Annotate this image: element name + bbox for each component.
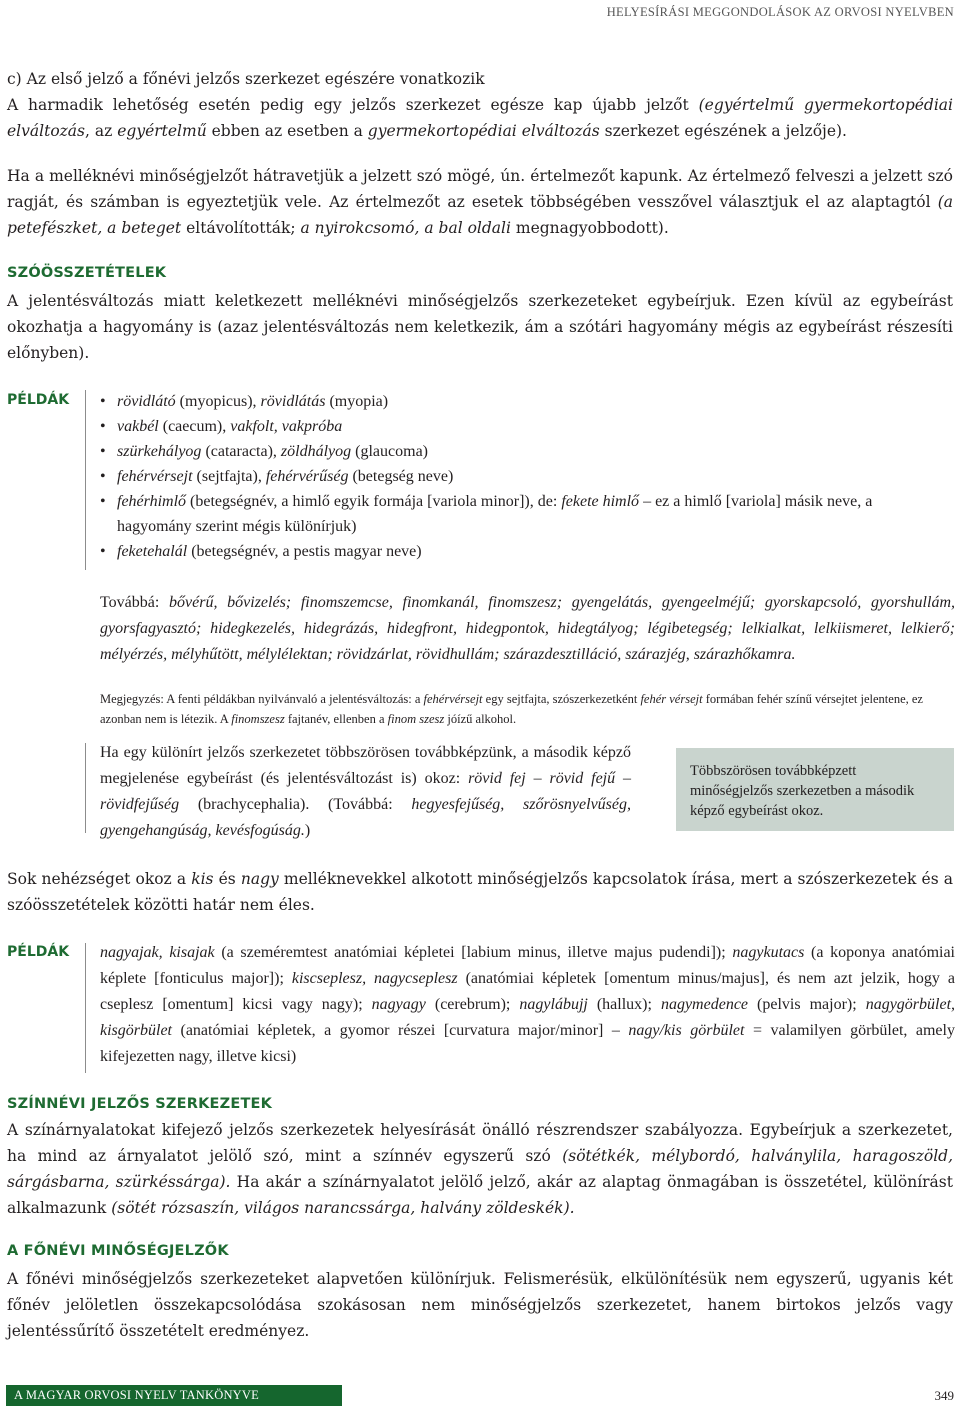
page-number: 349 <box>934 1388 954 1403</box>
running-head: HELYESÍRÁSI MEGGONDOLÁSOK AZ ORVOSI NYELVBEN <box>606 5 954 19</box>
further-examples: Továbbá: bővérű, bővizelés; finomszemcse, finomkanál, finomszesz; gyengelátás, gyengeelméjű; gyorskapcsoló, gyorshullám, gyorsfagyasztó; hidegkezelés, hidegrázás, hidegfront, hidegpontok, hidegtályog; légibetegség; lelkialkat, lelkiismeret, lelkierő; mélyérzés, mélyhűtött, mélylélektan; rövidzárlat, rövidhullám; szárazdesztilláció, szárazjég, szárazhőkamra. <box>100 594 955 663</box>
example-item: • szürkehályog (cataracta), zöldhályog (glaucoma) <box>100 439 940 464</box>
note-paragraph: Megjegyzés: A fenti példákban nyilvánvaló a jelentésváltozás: a fehérvérsejt egy sejtfajta, szószerkezetként fehér vérsejt formában fehér színű vérsejtet jelentene, ez azonban nem is létezik. A finomszesz fajtanév, ellenben a finom szesz jóízű alkohol. <box>100 692 923 726</box>
examples-paragraph-2: nagyajak, kisajak (a szeméremtest anatómiai képletei [labium minus, illetve majus pudendi]); nagykutacs (a koponya anatómiai képlete [fonticulus major]); kiscseplesz, nagycseplesz (anatómiai képletek [omentum minus/majus], és nem azt jelzik, hogy a cseplesz [omentum] kicsi vagy nagy); nagyagy (cerebrum); nagylábujj (hallux); nagymedence (pelvis major); nagygörbület, kisgörbület (anatómiai képletek, a gyomor részei [curvatura major/minor] – nagy/kis görbület = valamilyen görbület, amely kifejezetten nagy, illetve kicsi) <box>100 944 956 1065</box>
example-item: • vakbél (caecum), vakfolt, vakpróba <box>100 414 940 439</box>
intro-paragraph-1: A harmadik lehetőség esetén pedig egy jelzős szerkezet egésze kap újabb jelzőt (egyértelmű gyermekortopédiai elváltozás, az egyértelmű ebben az esetben a gyermekortopédiai elváltozás szerkezet egészének a jelzője). <box>7 96 953 140</box>
example-item: • rövidlátó (myopicus), rövidlátás (myopia) <box>100 389 940 414</box>
intro-paragraph-2: Ha a melléknévi minőségjelzőt hátravetjük a jelzett szó mögé, ún. értelmezőt kapunk. Az értelmező felveszi a jelzett szó ragját, és számban is egyeztetjük vele. Az értelmezőt az esetek többségében vesszővel választjuk el az alaptagtól (a petefészket, a beteget eltávolították; a nyirokcsomó, a bal oldali megnagyobbodott). <box>7 167 953 237</box>
example-item: • feketehalál (betegségnév, a pestis magyar neve) <box>100 539 940 564</box>
multi-divider <box>85 743 86 833</box>
example-item: • fehérvérsejt (sejtfajta), fehérvérűség (betegség neve) <box>100 464 940 489</box>
color-names-paragraph: A színárnyalatokat kifejező jelzős szerkezetek helyesírását önálló részrendszer szabályozza. Egybeírjuk a szerkezetet, ha mind az árnyalatot jelölő szó, mint a színnév egyszerű szó (sötétkék, mélybordó, halványlila, haragoszöld, sárgásbarna, szürkéssárga). Ha akár a színárnyalatot jelölő jelző, akár az alaptag önmagában is összetétel, különírást alkalmazunk (sötét rózsaszín, világos narancssárga, halvány zöldeskék). <box>7 1121 953 1217</box>
examples-label-2: PÉLDÁK <box>7 944 70 960</box>
examples-divider-2 <box>85 943 86 1073</box>
example-item: • fehérhimlő (betegségnév, a himlő egyik formája [variola minor]), de: fekete himlő – ez a himlő [variola] másik neve, a hagyomány szerint mégis különírjuk) <box>100 489 940 539</box>
sidebar-note-box: Többszörösen továbbképzett minőségjelzős szerkezetben a második képző egybeírást okoz. <box>676 748 954 831</box>
examples-divider-1 <box>85 390 86 570</box>
heading-noun-qualifiers: A FŐNÉVI MINŐSÉGJELZŐK <box>7 1243 229 1259</box>
intro-line-c: c) Az első jelző a főnévi jelzős szerkezet egészére vonatkozik <box>7 70 485 88</box>
heading-compounds: SZÓÖSSZETÉTELEK <box>7 265 167 281</box>
kis-nagy-paragraph: Sok nehézséget okoz a kis és nagy melléknevekkel alkotott minőségjelzős kapcsolatok írása, mert a szószerkezetek és a szóösszetételek közötti határ nem éles. <box>7 870 953 914</box>
multi-derivation-paragraph: Ha egy különírt jelzős szerkezetet többszörösen továbbképzünk, a második képző megjelenése egybeírást (és jelentésváltozást is) okoz: rövid fej – rövid fejű – rövidfejűség (brachycephalia). (Továbbá: hegyesfejűség, szőrösnyelvűség, gyengehangúság, kevésfogúság.) <box>100 744 632 839</box>
compounds-paragraph: A jelentésváltozás miatt keletkezett melléknévi minőségjelzős szerkezeteket egybeírjuk. Ezen kívül az egybeírást okozhatja a hagyomány is (azaz jelentésváltozás nem keletkezik, ám a szótári hagyomány mégis az egybeírást részesíti előnyben). <box>7 292 953 362</box>
noun-qualifiers-paragraph: A főnévi minőségjelzős szerkezeteket alapvetően különírjuk. Felismerésük, elkülönítésük nem egyszerű, ugyanis két főnév jelöletlen összekapcsolódása szokásosan nem minőségjelzős szerkezetet, hanem birtokos jelzős vagy jelentéssűrítő összetételt eredményez. <box>7 1270 953 1340</box>
examples-label-1: PÉLDÁK <box>7 392 70 408</box>
heading-color-names: SZÍNNÉVI JELZŐS SZERKEZETEK <box>7 1096 273 1112</box>
examples-list <box>100 389 940 564</box>
footer-book-title: A MAGYAR ORVOSI NYELV TANKÖNYVE <box>6 1385 342 1406</box>
